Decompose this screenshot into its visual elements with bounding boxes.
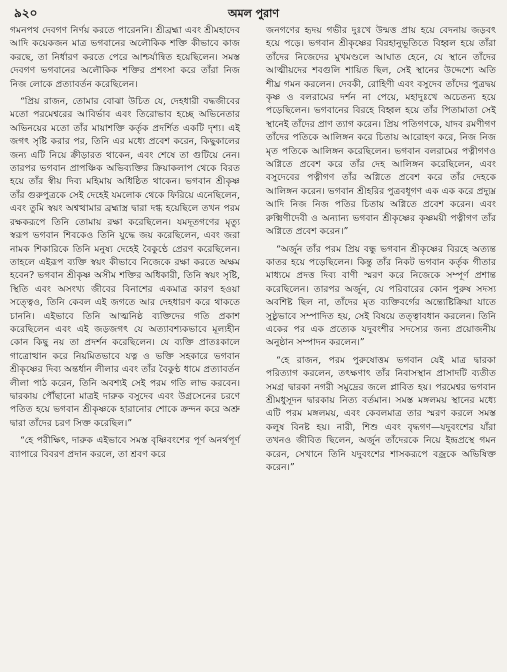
left-column (10, 24, 240, 465)
paragraph: “প্রিয় রাজন, তোমার বোঝা উচিত যে, দেহধারী বদ্ধজীবের মতো পরমেশ্বরের আবির্ভাব এবং তিরোভাব হচ্ছে অভিনেতার অভিনয়ের মতো তাঁর মায়াশক্তি কর্তৃক প্রদর্শিত একটি দৃশ্য। এই জগৎ সৃষ্টি করার পর, তিনি এর মধ্যে প্রবেশ করেন, কিছুকালের জন্য এটি নিয়ে ক্রীড়ারত থাকেন, এবং শেষে তা গুটিয়ে নেন। তারপর ভগবান প্রাপঞ্চিক অভিব্যক্তির ক্রিয়াকলাপ থেকে বিরত হয়ে তাঁর স্বীয় দিব্য মহিমায় অধিষ্ঠিত থাকেন। ভগবান শ্রীকৃষ্ণ তাঁর গুরুপুত্রকে সেই দেহেই যমলোক থেকে ফিরিয়ে এনেছিলেন, এবং তুমি স্বয়ং অশ্বত্থামার ব্রহ্মাস্ত্র দ্বারা দগ্ধ হয়েছিলে তখন পরম রক্ষকরূপে তিনি তোমায় রক্ষা করেছিলেন। যমদূতগণের মৃত্যু স্বরূপ ভগবান শিবকেও তিনি যুদ্ধে জয় করেছিলেন, এবং জরা নামক শিকারিকে তিনি মনুষ্য দেহেই বৈকুণ্ঠে প্রেরণ করেছিলেন। তাহলে এইরূপ ব্যক্তি স্বয়ং কীভাবে নিজেকে রক্ষা করতে অক্ষম হবেন? ভগবান শ্রীকৃষ্ণ অসীম শক্তির অধিকারী, তিনি স্বয়ং সৃষ্টি, স্থিতি এবং অসংখ্য জীবের বিনাশের একমাত্র কারণ হওয়া সত্ত্বেও, তিনি কেবল এই জগতে আর দেহধারণ করে থাকতে চাননি। এইভাবে তিনি আত্মনিষ্ঠ ব্যক্তিদের গতি প্রকাশ করেছিলেন এবং এই জড়জগৎ যে অত্যাবশ্যকভাবে মূল্যহীন কোন কিছু নয় তা প্রদর্শন করেছিলেন। যে ব্যক্তি প্রাতঃকালে গাত্রোত্থান করে নিয়মিতভাবে যত্ন ও ভক্তি সহকারে ভগবান শ্রীকৃষ্ণের দিব্য অন্তর্ধান লীলার এবং তাঁর বৈকুণ্ঠ ধামে প্রত্যাবর্তন লীলা পাঠ করেন, তিনি অবশ্যই সেই পরম গতি লাভ করবেন। দ্বারকায় পৌঁছানো মাত্রই দারুক বসুদেব এবং উগ্রসেনের চরণে পতিত হয়ে ভগবান শ্রীকৃষ্ণকে হারানোর শোকে ক্রন্দন করে অশ্রু দ্বারা তাঁদের চরণ সিক্ত করেছিল।” (10, 96, 240, 429)
paragraph: জনগণের হৃদয় গভীর দুঃখে উন্মত্ত প্রায় হয়ে বেদনায় জড়বৎ হয়ে পড়ে। ভগবান শ্রীকৃষ্ণের বিরহানুভূতিতে বিহ্বল হয়ে তাঁরা তাঁদের নিজেদের মুখমণ্ডলে আঘাত হেনে, যে স্থানে তাঁদের আত্মীয়দের শবগুলি শায়িত ছিল, সেই স্থানের উদ্দেশ্যে অতি শীঘ্র গমন করলেন। দেবকী, রোহিণী এবং বসুদেব তাঁদের পুত্রদ্বয় কৃষ্ণ ও বলরামের দর্শন না পেয়ে, মহাদুঃখে অচেতন্য হয়ে পড়েছিলেন। ভগবানের বিরহে বিহ্বল হয়ে তাঁর পিতামাতা সেই স্থানেই তাঁদের প্রাণ ত্যাগ করেন। প্রিয় পতিগণকে, যাদব রমণীগণ তাঁদের পতিকে আলিঙ্গন করে চিতায় আরোহণ করে, নিজ নিজ মৃত পতিকে আলিঙ্গন করেছিলেন। ভগবান বলরামের পত্নীগণও অগ্নিতে প্রবেশ করে তাঁর দেহ আলিঙ্গন করেছিলেন, এবং বসুদেবের পত্নীগণ তাঁর অগ্নিতে প্রবেশ করে তাঁর দেহকে আলিঙ্গন করেন। ভগবান শ্রীহরির পুত্রবধূগণ এক এক করে প্রদ্যুম্ন আদি নিজ নিজ পতির চিতায় অগ্নিতে প্রবেশ করেন। এবং রুক্মিণীদেবী ও অন্যান্য ভগবান শ্রীকৃষ্ণের কৃষ্ণময়ী পত্নীগণ তাঁর অগ্নিতে প্রবেশ করেন।” (266, 25, 496, 238)
page-header (0, 0, 507, 24)
paragraph: গমনপথ দেবগণ নির্ণয় করতে পারেননি। শ্রীব্রহ্মা এবং শ্রীমহাদেব আদি কয়েকজন মাত্র ভগবানের অলৌকিক শক্তি কীভাবে কাজ করছে, তা নির্ধারণ করতে পেরে আশ্চর্যান্বিত হয়েছিলেন। সমস্ত দেবগণ ভগবানের অলৌকিক শক্তির প্রশংসা করে তাঁরা নিজ নিজ লোকে প্রত্যাবর্তন করেছিলেন। (10, 25, 240, 90)
paragraph: “হে রাজন, পরম পুরুষোত্তম ভগবান যেই মাত্র দ্বারকা পরিত্যাগ করলেন, তৎক্ষণাৎ তাঁর নিবাসস্থান প্রাসাদটি ব্যতীত সমগ্র দ্বারকা নগরী সমুদ্রের জলে প্লাবিত হয়। পরমেশ্বর ভগবান শ্রীমধুসূদন দ্বারকায় নিত্য বর্তমান। সমস্ত মঙ্গলময় স্থানের মধ্যে এটি পরম মঙ্গলময়, এবং কেবলমাত্র তার স্মরণ করলে সমস্ত কলুষ বিনষ্ট হয়। নারী, শিশু এবং বৃদ্ধগণ—যদুবংশের যাঁরা তখনও জীবিত ছিলেন, অর্জুন তাঁদেরকে নিয়ে ইন্দ্রপ্রস্থে গমন করেন, সেখানে তিনি যদুবংশের শাসকরূপে বজ্রকে অভিষিক্ত করেন।” (266, 354, 496, 473)
paragraph: “হে পরীক্ষিৎ, দারুক এইভাবে সমস্ত বৃষ্ণিবংশের পূর্ণ অনর্থপূর্ণ ব্যাপারে বিবরণ প্রদান করলে, তা শ্রবণ করে (10, 435, 240, 460)
paragraph: “অর্জুন তাঁর পরম প্রিয় বন্ধু ভগবান শ্রীকৃষ্ণের বিরহে অত্যন্ত কাতর হয়ে পড়েছিলেন। কিন্তু তাঁর নিকট ভগবান কর্তৃক গীতার মাধ্যমে প্রদত্ত দিব্য বাণী স্মরণ করে নিজেকে সম্পূর্ণ প্রশান্ত করেছিলেন। তারপর অর্জুন, যে পরিবারের কোন পুরুষ সদস্য অবশিষ্ট ছিল না, তাঁদের মৃত ব্যক্তিবর্গের অন্ত্যেষ্টিক্রিয়া যাতে সুষ্ঠুভাবে সম্পাদিত হয়, সেই বিষয়ে তত্ত্বাবধান করলেন। তিনি একের পর এক প্রত্যেক যদুবংশীর সদস্যের জন্য প্রয়োজনীয় অনুষ্ঠান সম্পাদন করলেন।” (266, 243, 496, 349)
page-number: ৯২০ (14, 6, 38, 20)
running-title: অমল পুরাণ (227, 7, 280, 20)
right-column (266, 24, 496, 478)
